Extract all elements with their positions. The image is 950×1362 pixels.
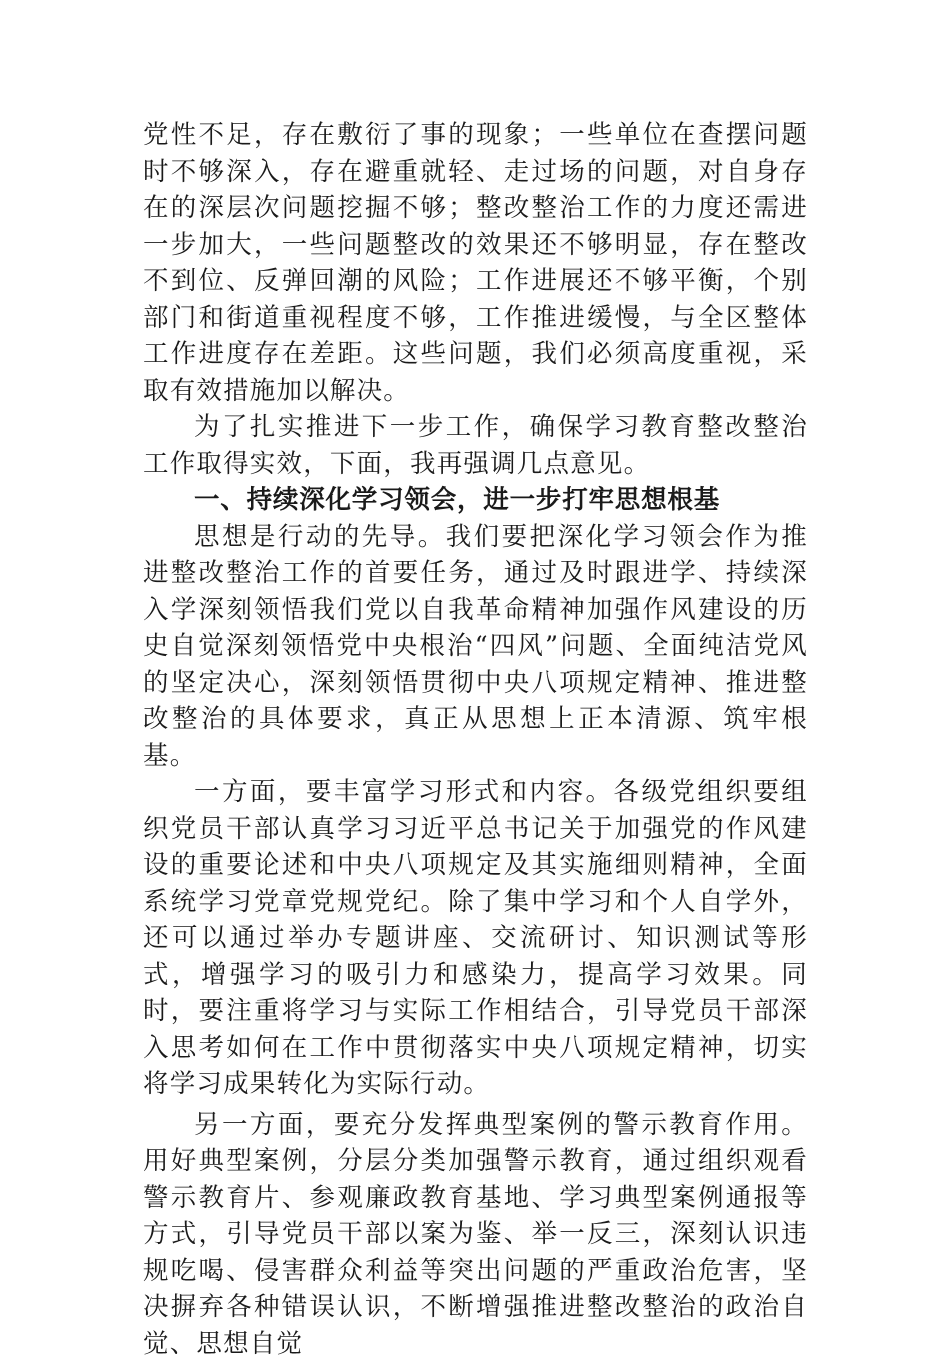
paragraph-transition: 为了扎实推进下一步工作，确保学习教育整改整治工作取得实效，下面，我再强调几点意见。 xyxy=(143,409,808,482)
paragraph-continued: 党性不足，存在敷衍了事的现象；一些单位在查摆问题时不够深入，存在避重就轻、走过场的问题，对自身存在的深层次问题挖掘不够；整改整治工作的力度还需进一步加大，一些问题整改的效果还不够明显，存在整改不到位、反弹回潮的风险；工作进展还不够平衡，个别部门和街道重视程度不够，工作推进缓慢，与全区整体工作进度存在差距。这些问题，我们必须高度重视，采取有效措施加以解决。 xyxy=(143,117,808,409)
document-body xyxy=(143,117,808,1362)
paragraph-thought: 思想是行动的先导。我们要把深化学习领会作为推进整改整治工作的首要任务，通过及时跟进学、持续深入学深刻领悟我们党以自我革命精神加强作风建设的历史自觉深刻领悟党中央根治“四风”问题、全面纯洁党风的坚定决心，深刻领悟贯彻中央八项规定精神、推进整改整治的具体要求，真正从思想上正本清源、筑牢根基。 xyxy=(143,519,808,775)
paragraph-warning-cases: 另一方面，要充分发挥典型案例的警示教育作用。用好典型案例，分层分类加强警示教育，通过组织观看警示教育片、参观廉政教育基地、学习典型案例通报等方式，引导党员干部以案为鉴、举一反三，深刻认识违规吃喝、侵害群众利益等突出问题的严重政治危害，坚决摒弃各种错误认识，不断增强推进整改整治的政治自觉、思想自觉 xyxy=(143,1107,808,1362)
paragraph-study-forms: 一方面，要丰富学习形式和内容。各级党组织要组织党员干部认真学习习近平总书记关于加强党的作风建设的重要论述和中央八项规定及其实施细则精神，全面系统学习党章党规党纪。除了集中学习和个人自学外，还可以通过举办专题讲座、交流研讨、知识测试等形式，增强学习的吸引力和感染力，提高学习效果。同时，要注重将学习与实际工作相结合，引导党员干部深入思考如何在工作中贯彻落实中央八项规定精神，切实将学习成果转化为实际行动。 xyxy=(143,774,808,1103)
section-heading-1: 一、持续深化学习领会，进一步打牢思想根基 xyxy=(143,482,808,519)
